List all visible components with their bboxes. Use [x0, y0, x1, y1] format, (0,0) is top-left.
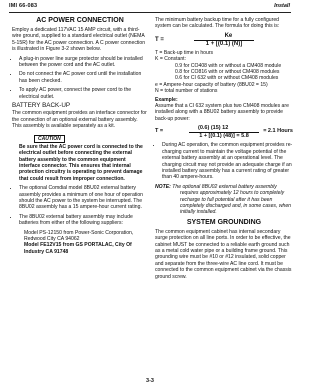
battery-bullets: [12, 185, 148, 226]
note-block: [155, 184, 293, 216]
example-denominator: 1 + [(0.1) (48)] = 5.8: [189, 132, 259, 140]
formula-numerator: Ke: [224, 32, 233, 39]
header-rule: [9, 12, 291, 13]
definition-item: K = Constant:: [155, 56, 187, 63]
definition-item: N = total number of stations: [155, 88, 218, 95]
battery-backup-heading: BATTERY BACK-UP: [12, 102, 71, 110]
recharge-bullets: [155, 142, 293, 180]
backup-formula: [155, 33, 293, 48]
ac-power-bullets: [12, 56, 148, 100]
backup-formula-intro: The minimum battery backup time for a fully configured system can be calculated. The formula for doing this is:: [155, 17, 280, 30]
caution-label: CAUTION: [34, 135, 65, 143]
note-label: NOTE:: [155, 183, 171, 190]
list-item: • The 8BU02 external battery assembly may include batteries from either of the following suppliers:: [19, 214, 148, 227]
battery-backup-text: The common equipment provides an interface connector for the connection of an optional external battery assembly. This assembly is available separately as a kit.: [12, 110, 147, 130]
example-formula: [155, 125, 293, 140]
ac-power-intro: Employ a dedicated 117VAC 15 AMP circuit, with a third-wire ground, supplied to a standard electrical outlet (NEMA 5-15R) for the AC power connection. A C power connection is illustrated in Figure 3-2 shown below.: [12, 27, 146, 53]
list-item: • A plug-in power line surge protector should be installed between the power cord and the AC outlet.: [19, 56, 148, 69]
right-column: [155, 17, 293, 283]
list-item: • The optional Comdial model 8BU02 external battery assembly provides a minimum of one hour of operation should the AC power to the system be interrupted. The 8BU02 assembly has a 15 ampere-hour current rating.: [19, 185, 148, 211]
ac-power-heading: AC POWER CONNECTION: [36, 17, 124, 24]
definition-item: 0.8 for CO816 with or without CM408 modules: [175, 69, 280, 76]
definition-item: 0.9 for CO408 with or without a CM408 module: [175, 62, 282, 69]
example-text: Assume that a CI 632 system plus two CM408 modules are installed along with a 8BU02 battery assembly to provide back-up power:: [155, 103, 289, 122]
note-text: The optional 8BU02 external battery assembly requires approximately 12 hours to completely recharge to full potential after it has been completely discharged and, in some cases, when initially installed.: [172, 183, 291, 216]
example-numerator: (0.6) (15) 12: [198, 125, 229, 132]
definition-item: T = Back-up time in hours: [155, 49, 214, 56]
list-item: • During AC operation, the common equipment provides re-charging current to maintain the voltage potential of the external battery assembly at an operational level. The charging circuit may not provide an adequate charge if an installed battery assembly has a current rating of greater than 40 ampere-hours.: [162, 142, 293, 180]
example-label: Example:: [155, 96, 178, 103]
doc-number: IMI 66-083: [9, 3, 38, 9]
definition-item: e = Ampere-hour capacity of battery (8BU02 = 15): [155, 81, 268, 88]
system-grounding-heading: SYSTEM GROUNDING: [186, 218, 262, 226]
left-column: [12, 17, 148, 255]
list-item: • Do not connect the AC power cord until the installation has been checked.: [19, 71, 148, 84]
supplier-item: Model PS-12150 from Power-Sonic Corporation, Redwood City CA 94062: [24, 229, 134, 242]
page-number: 3-3: [146, 378, 154, 384]
formula-lhs: T =: [155, 36, 164, 43]
section-label: Install: [274, 3, 290, 9]
list-item: • To apply AC power, connect the power cord to the electrical outlet.: [19, 87, 148, 100]
supplier-item: Model FE12V15 from GS PORTALAC, City Of Industry CA 91748: [24, 242, 132, 255]
caution-text: Be sure that the AC power cord is connected to the electrical outlet before connecting the external battery assembly to the common equipment interface connector. This ensures that internal protection circuitry is operating to prevent damage that could result from improper connection.: [19, 143, 143, 182]
system-grounding-text: The common equipment cabinet has internal secondary surge protection on all line ports. In order to be effective, the cabinet MUST be connected to a reliable earth ground such as a metal cold water pipe or a building frame ground. This grounding wire must be #10 or #12 insulated, solid copper and separate from the three-wire AC line cord. It must be connected to the common equipment cabinet via the chassis ground screw.: [155, 228, 292, 280]
formula-denominator: 1 + [(0.1) (N)]: [194, 40, 254, 48]
example-lhs: T =: [155, 128, 164, 135]
example-result: = 2.1 Hours: [263, 128, 293, 135]
definition-item: 0.6 for CI 632 with or without CM408 modules: [175, 75, 279, 82]
